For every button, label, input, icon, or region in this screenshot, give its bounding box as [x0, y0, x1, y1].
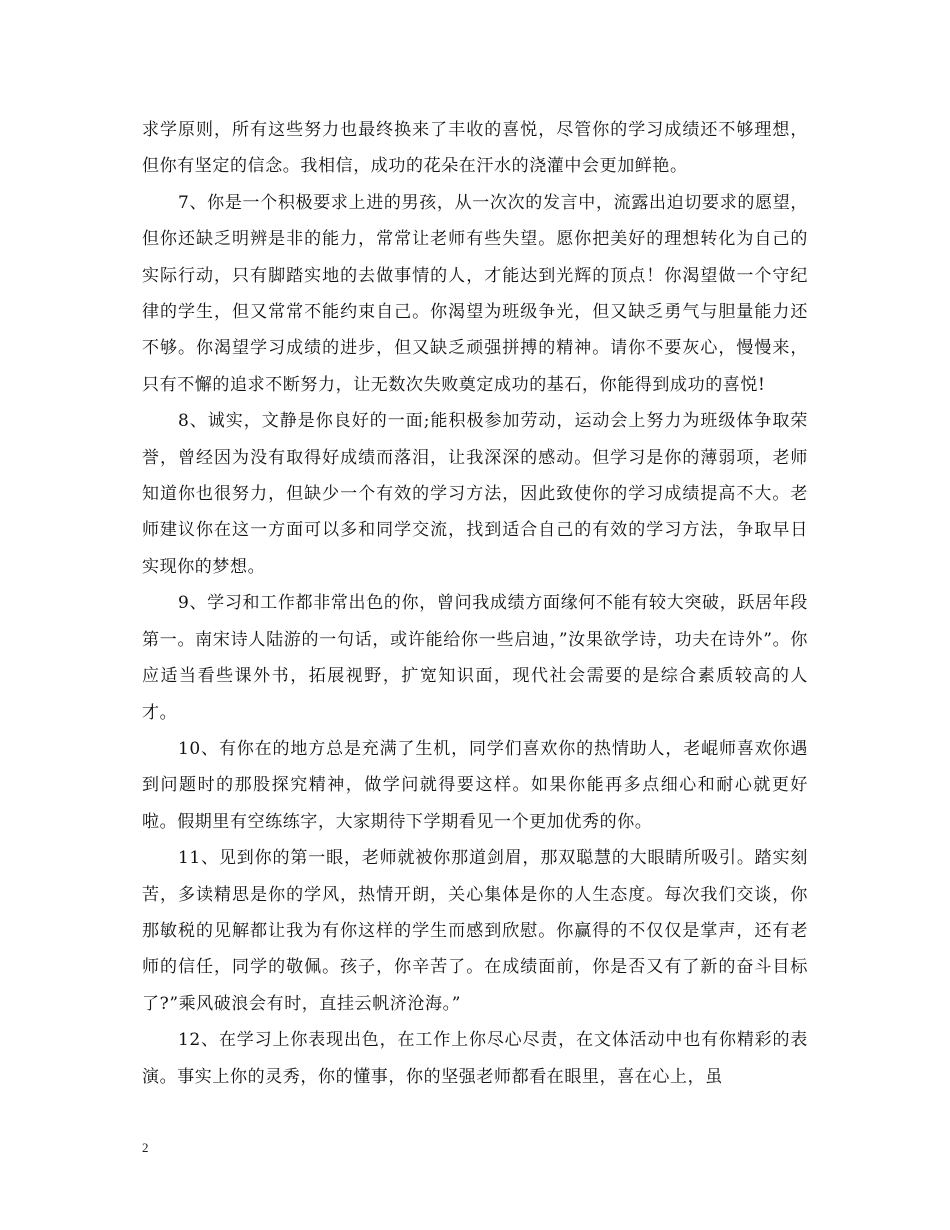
paragraph-item-11: 11、见到你的第一眼，老师就被你那道剑眉，那双聪慧的大眼睛所吸引。踏实刻苦，多读精思是你的学风，热情开朗，关心集体是你的人生态度。每次我们交谈，你那敏税的见解都让我为有你这样的学生而感到欣慰。你赢得的不仅仅是掌声，还有老师的信任，同学的敬佩。孩子，你辛苦了。在成绩面前，你是否又有了新的奋斗目标了?”乘风破浪会有时，直挂云帆济沧海。”: [142, 848, 808, 1014]
page-number: 2: [142, 1140, 149, 1155]
paragraph-item-10: 10、有你在的地方总是充满了生机，同学们喜欢你的热情助人，老崐师喜欢你遇到问题时的那股探究精神，做学问就得要这样。如果你能再多点细心和耐心就更好啦。假期里有空练练字，大家期待下学期看见一个更加优秀的你。: [142, 738, 808, 832]
paragraph-item-9: 9、学习和工作都非常出色的你，曾问我成绩方面缘何不能有较大突破，跃居年段第一。南宋诗人陆游的一句话，或许能给你一些启迪，”汝果欲学诗，功夫在诗外”。你应适当看些课外书，拓展视野，扩宽知识面，现代社会需要的是综合素质较高的人才。: [142, 593, 808, 723]
document-body: [142, 112, 808, 1095]
paragraph-item-12: 12、在学习上你表现出色，在工作上你尽心尽责，在文体活动中也有你精彩的表演。事实上你的灵秀，你的懂事，你的坚强老师都看在眼里，喜在心上，虽: [142, 1030, 808, 1087]
paragraph-item-8: 8、诚实，文静是你良好的一面;能积极参加劳动，运动会上努力为班级体争取荣誉，曾经因为没有取得好成绩而落泪，让我深深的感动。但学习是你的薄弱项，老师知道你也很努力，但缺少一个有效的学习方法，因此致使你的学习成绩提高不大。老师建议你在这一方面可以多和同学交流，找到适合自己的有效的学习方法，争取早日实现你的梦想。: [142, 411, 808, 577]
paragraph-continuation: 求学原则，所有这些努力也最终换来了丰收的喜悦，尽管你的学习成绩还不够理想，但你有坚定的信念。我相信，成功的花朵在汗水的浇灌中会更加鲜艳。: [142, 120, 808, 177]
paragraph-item-7: 7、你是一个积极要求上进的男孩，从一次次的发言中，流露出迫切要求的愿望，但你还缺乏明辨是非的能力，常常让老师有些失望。愿你把美好的理想转化为自己的实际行动，只有脚踏实地的去做事情的人，才能达到光辉的顶点！你渴望做一个守纪律的学生，但又常常不能约束自己。你渴望为班级争光，但又缺乏勇气与胆量能力还不够。你渴望学习成绩的进步，但又缺乏顽强拼搏的精神。请你不要灰心，慢慢来，只有不懈的追求不断努力，让无数次失败奠定成功的基石，你能得到成功的喜悦!: [142, 192, 808, 395]
